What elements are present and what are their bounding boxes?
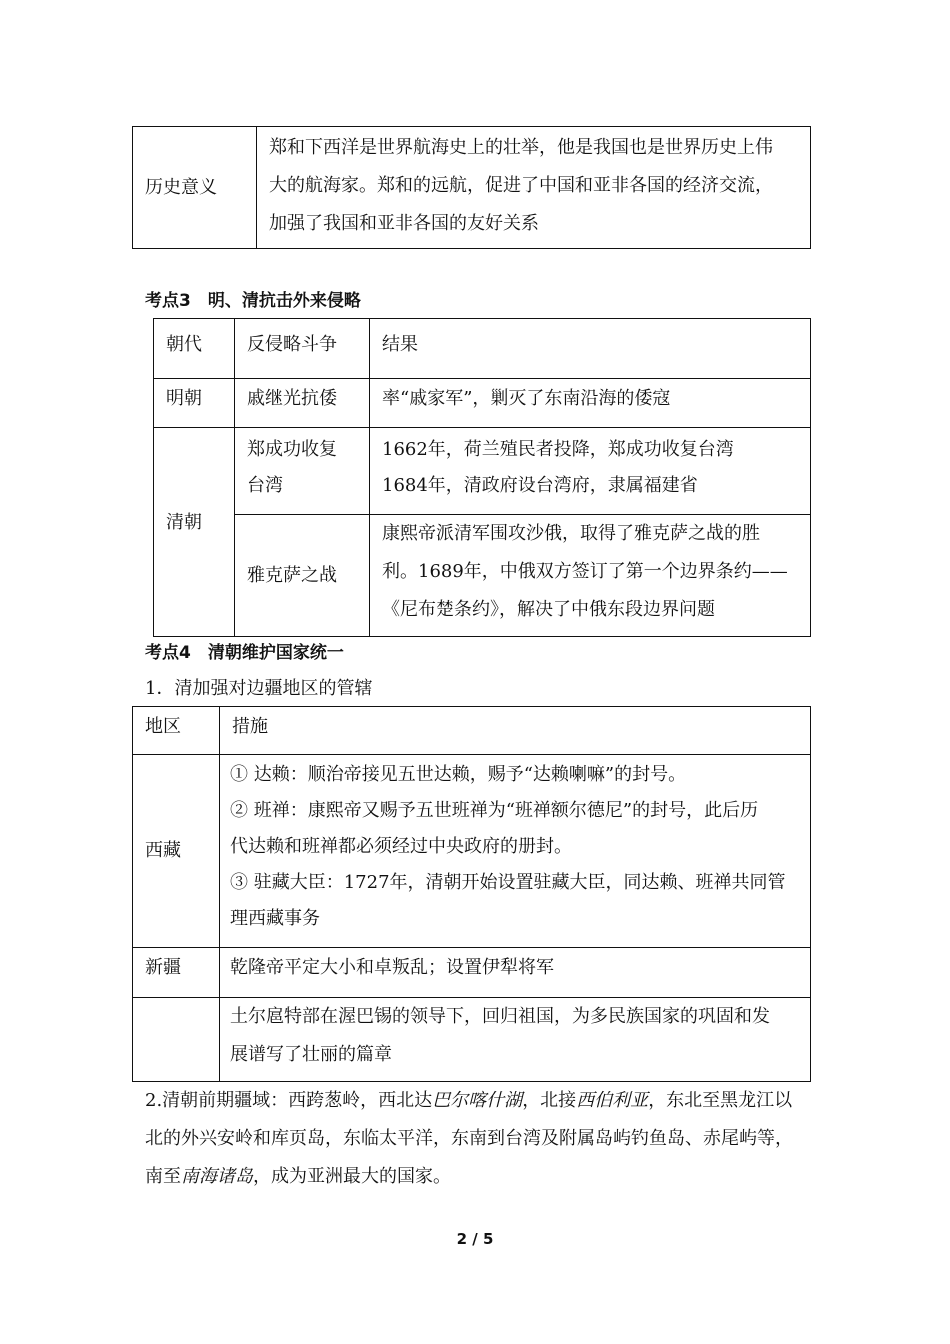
header-measure [220, 707, 811, 755]
text-line: 北的外兴安岭和库页岛，东临太平洋，东南到台湾及附属岛屿钓鱼岛、赤尾屿等， [145, 1128, 793, 1149]
header-text: 朝代 [166, 334, 202, 355]
text-line: 利。1689年，中俄双方签订了第一个边界条约—— [382, 561, 788, 582]
struggle-text: 雅克萨之战 [247, 564, 337, 586]
text-line: 加强了我国和亚非各国的友好关系 [269, 213, 539, 234]
text-line: 1684年，清政府设台湾府，隶属福建省 [382, 475, 698, 496]
result-text: 率“戚家军”，剿灭了东南沿海的倭寇 [382, 388, 671, 409]
tibet-measure-cell [220, 755, 811, 948]
region-text: 新疆 [145, 957, 181, 978]
text-line [145, 1082, 815, 1120]
torghut-region-cell [133, 998, 220, 1082]
text-span: ，北接 [522, 1090, 577, 1111]
ming-dynasty-cell [154, 379, 235, 428]
text-line: ② 班禅：康熙帝又赐予五世班禅为“班禅额尔德尼”的封号，此后历 [230, 800, 759, 821]
measure-text: 乾隆帝平定大小和卓叛乱；设置伊犁将军 [230, 957, 554, 978]
text-line [145, 1158, 815, 1196]
section3-heading: 考点3 明、清抗击外来侵略 [145, 291, 361, 311]
territory-paragraph [145, 1082, 815, 1196]
significance-label-cell [133, 127, 257, 249]
text-line: 展谱写了壮丽的篇章 [230, 1044, 392, 1065]
qing-result1-cell [370, 428, 811, 515]
text-line: 土尔扈特部在渥巴锡的领导下，回归祖国，为多民族国家的巩固和发 [230, 1006, 770, 1027]
qing-struggle1-cell [235, 428, 370, 515]
text-line: 《尼布楚条约》，解决了中俄东段边界问题 [382, 599, 715, 620]
frontier-table [132, 706, 811, 1082]
result-text [370, 428, 810, 504]
emphasis-text: 西伯利亚 [576, 1090, 649, 1111]
significance-content-cell [257, 127, 811, 249]
tibet-region-cell [133, 755, 220, 948]
invasion-table [153, 318, 811, 637]
text-line: 理西藏事务 [230, 908, 320, 929]
section4-subheading: 1．清加强对边疆地区的管辖 [145, 678, 373, 699]
text-line: 台湾 [247, 475, 283, 496]
significance-table [132, 126, 811, 249]
significance-content [257, 127, 810, 243]
header-text: 措施 [232, 716, 268, 737]
region-text: 西藏 [145, 840, 181, 861]
text-line: 大的航海家。郑和的远航，促进了中国和亚非各国的经济交流， [269, 175, 773, 196]
text-line: 郑成功收复 [247, 439, 337, 460]
text-line: 郑和下西洋是世界航海史上的壮举，他是我国也是世界历史上伟 [269, 137, 773, 158]
header-text: 反侵略斗争 [247, 334, 337, 355]
qing-dynasty-cell [154, 428, 235, 637]
page-number: 2 / 5 [456, 1230, 494, 1248]
header-dynasty [154, 319, 235, 379]
header-struggle [235, 319, 370, 379]
text-line: ① 达赖：顺治帝接见五世达赖，赐予“达赖喇嘛”的封号。 [230, 764, 687, 785]
result-text [370, 515, 810, 629]
emphasis-text: 巴尔喀什湖 [432, 1090, 523, 1111]
significance-label: 历史意义 [145, 176, 217, 198]
text-span: ，东北至黑龙江以 [648, 1090, 793, 1111]
text-line: 代达赖和班禅都必须经过中央政府的册封。 [230, 836, 572, 857]
header-text: 地区 [145, 716, 181, 737]
xinjiang-measure-cell [220, 948, 811, 998]
header-region [133, 707, 220, 755]
torghut-measure-cell [220, 998, 811, 1082]
measure-text [220, 755, 810, 937]
dynasty-text: 明朝 [166, 388, 202, 409]
struggle-text [235, 428, 369, 504]
measure-text [220, 998, 810, 1074]
dynasty-text: 清朝 [166, 512, 202, 533]
xinjiang-region-cell [133, 948, 220, 998]
text-span: ，成为亚洲最大的国家。 [253, 1166, 451, 1187]
section4-heading: 考点4 清朝维护国家统一 [145, 643, 344, 663]
qing-result2-cell [370, 515, 811, 637]
text-line: 1662年，荷兰殖民者投降，郑成功收复台湾 [382, 439, 734, 460]
header-result [370, 319, 811, 379]
text-span: 南至 [145, 1166, 181, 1187]
region-text [133, 998, 219, 1000]
ming-result-cell [370, 379, 811, 428]
text-line: 康熙帝派清军围攻沙俄，取得了雅克萨之战的胜 [382, 523, 760, 544]
text-span: 2.清朝前期疆域：西跨葱岭，西北达 [145, 1090, 433, 1111]
ming-struggle-cell [235, 379, 370, 428]
struggle-text: 戚继光抗倭 [247, 388, 337, 409]
text-line: ③ 驻藏大臣：1727年，清朝开始设置驻藏大臣，同达赖、班禅共同管 [230, 872, 786, 893]
header-text: 结果 [382, 334, 418, 355]
qing-struggle2-cell [235, 515, 370, 637]
emphasis-text: 南海诸岛 [181, 1166, 253, 1187]
